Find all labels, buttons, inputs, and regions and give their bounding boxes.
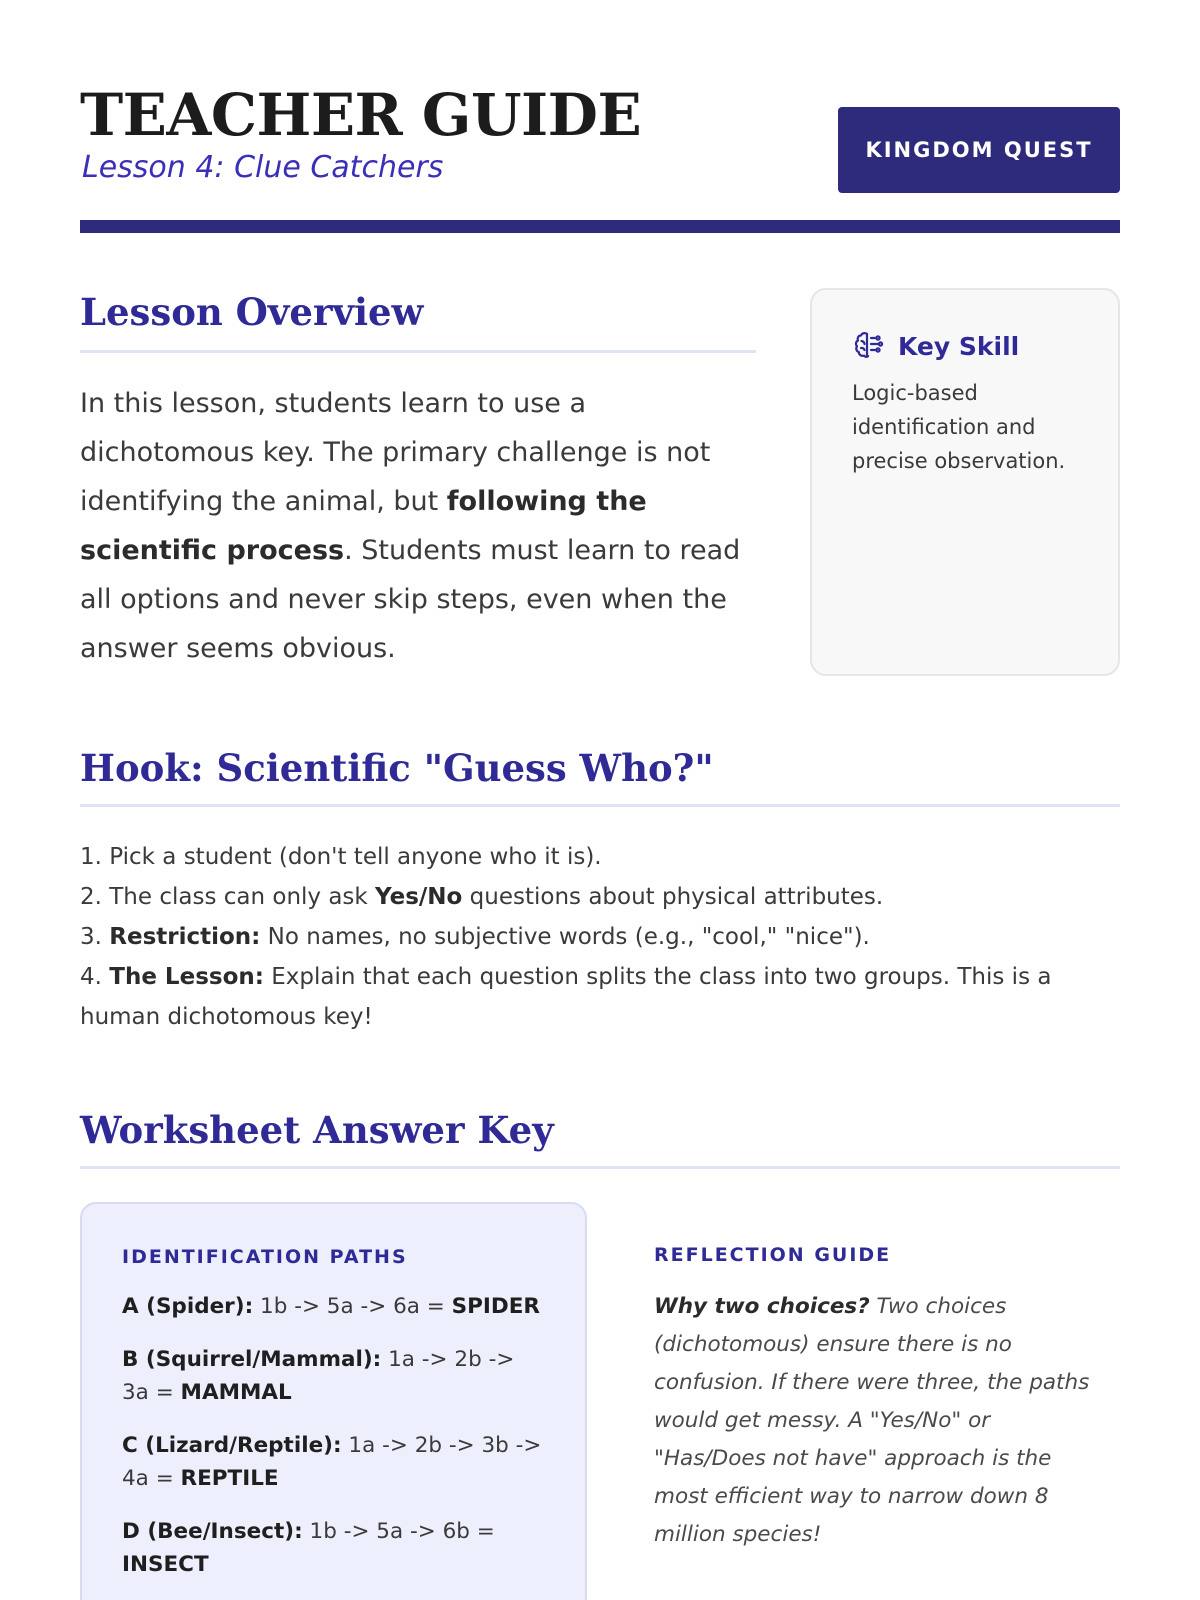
identification-paths-card (80, 1202, 587, 1600)
brain-icon (852, 330, 884, 362)
reflection-text (654, 1288, 1094, 1554)
page-title: TEACHER GUIDE (80, 81, 642, 149)
hook-step-3-pre: 3. (80, 924, 110, 950)
path-result: SPIDER (451, 1294, 540, 1319)
lesson-overview-section (80, 290, 756, 673)
path-result: REPTILE (180, 1466, 279, 1491)
overview-text-part-2: . Students must learn to read all options and never skip steps, even when the answer seems obvious. (80, 535, 741, 664)
identification-paths-label: IDENTIFICATION PATHS (122, 1246, 408, 1268)
path-steps: 1a -> 2b -> 3b -> 4a = (122, 1433, 542, 1491)
hook-step-3-bold: Restriction: (109, 924, 261, 950)
header-divider (80, 220, 1120, 233)
reflection-answer: Two choices (dichotomous) ensure there is no confusion. If there were three, the paths would get messy. A "Yes/No" or "Has/Does not have" approach is the most efficient way to narrow down 8 million species! (654, 1294, 1090, 1547)
hook-step-1: 1. Pick a student (don't tell anyone who it is). (80, 844, 602, 870)
hook-step-4-post: Explain that each question splits the class into two groups. This is a human dichotomous key! (80, 964, 1052, 1030)
path-result: INSECT (122, 1552, 209, 1577)
hook-step-4-pre: 4. (80, 964, 110, 990)
reflection-guide-label: REFLECTION GUIDE (654, 1244, 892, 1266)
path-label: C (Lizard/Reptile): (122, 1433, 342, 1458)
key-skill-header (852, 330, 1078, 362)
answer-key-section (80, 1108, 1120, 1577)
hook-step-2-post: questions about physical attributes. (462, 884, 884, 910)
path-label: A (Spider): (122, 1294, 254, 1319)
path-item (122, 1290, 545, 1323)
key-skill-title: Key Skill (898, 331, 1020, 361)
hook-step-4-bold: The Lesson: (109, 964, 264, 990)
hook-section (80, 746, 1120, 1037)
path-steps: 1b -> 5a -> 6b = (302, 1519, 495, 1544)
hook-step-2-pre: 2. The class can only ask (80, 884, 376, 910)
path-label: D (Bee/Insect): (122, 1519, 303, 1544)
path-label: B (Squirrel/Mammal): (122, 1347, 382, 1372)
lesson-subtitle: Lesson 4: Clue Catchers (82, 150, 444, 185)
hook-heading: Hook: Scientific "Guess Who?" (80, 746, 1120, 807)
overview-body (80, 379, 756, 673)
answer-key-heading: Worksheet Answer Key (80, 1108, 1120, 1169)
header (80, 82, 1120, 242)
path-item (122, 1515, 545, 1581)
overview-heading: Lesson Overview (80, 290, 756, 353)
path-result: MAMMAL (180, 1380, 292, 1405)
hook-step-2-bold: Yes/No (375, 884, 463, 910)
hook-step-4 (80, 957, 1120, 1037)
key-skill-text: Logic-based identification and precise observation. (852, 381, 1066, 473)
path-item (122, 1343, 545, 1409)
hook-step-3-post: No names, no subjective words (e.g., "cool," "nice"). (260, 924, 870, 950)
reflection-question: Why two choices? (654, 1294, 870, 1319)
teacher-guide-page (80, 0, 1120, 1600)
path-item (122, 1429, 545, 1495)
overview-text-part-1: In this lesson, students learn to use a dichotomous key. The primary challenge is not identifying the animal, but (80, 388, 711, 517)
overview-text-bold: following the scientific process (80, 486, 647, 566)
path-steps: 1a -> 2b -> 3a = (122, 1347, 515, 1405)
path-steps: 1b -> 5a -> 6a = (253, 1294, 452, 1319)
key-skill-card (810, 288, 1120, 676)
hook-step-2 (80, 877, 1120, 917)
hook-step-3 (80, 917, 1120, 957)
hook-steps-list (80, 837, 1120, 1037)
reflection-guide (654, 1244, 1094, 1554)
brand-badge: KINGDOM QUEST (838, 107, 1120, 193)
